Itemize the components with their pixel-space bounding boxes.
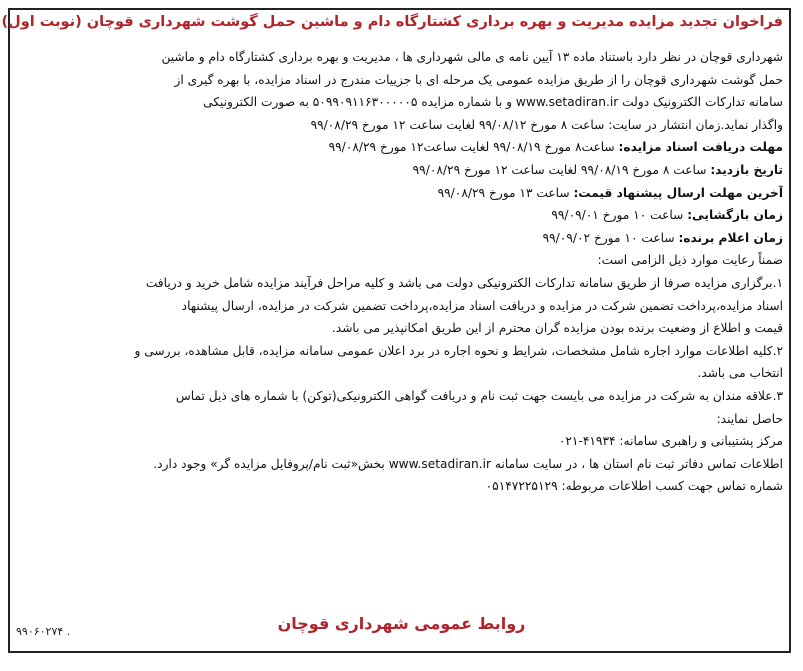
schedule-value: ساعت ۱۰ مورخ ۹۹/۰۹/۰۱ — [551, 208, 688, 223]
intro-line: واگذار نماید.زمان انتشار در سایت: ساعت ۸ مورخ ۹۹/۰۸/۱۲ لغایت ساعت ۱۲ مورخ ۹۹/۰۸/۲۹ — [310, 117, 783, 132]
intro-line: سامانه تدارکات الکترونیک دولت www.setadiran.ir و با شماره مزایده ۵۰۹۹۰۹۱۱۶۳۰۰۰۰۰۵ به صورت الکترونیکی — [203, 95, 783, 110]
schedule-row — [20, 159, 783, 182]
schedule-label: آخرین مهلت ارسال پیشنهاد قیمت: — [573, 185, 783, 200]
note-line: اسناد مزایده،پرداخت تضمین شرکت در مزایده و دریافت اسناد مزایده،پرداخت تضمین شرکت در مزایده، ارسال پیشنهاد — [181, 298, 783, 313]
note-line: ۳.علاقه مندان به شرکت در مزایده می بایست جهت ثبت نام و دریافت گواهی الکترونیکی(توکن) با شماره های ذیل تماس — [175, 388, 783, 403]
schedule-value: ساعت ۱۳ مورخ ۹۹/۰۸/۲۹ — [437, 185, 574, 200]
schedule-label: زمان بازگشایی: — [687, 208, 783, 223]
note-line: ۱.برگزاری مزایده صرفا از طریق سامانه تدارکات الکترونیکی دولت می باشد و کلیه مراحل فرآیند مزایده شامل خرید و دریافت — [145, 275, 783, 290]
note-line: ۲.کلیه اطلاعات موارد اجاره شامل مشخصات، شرایط و نحوه اجاره در برد اعلان عمومی سامانه مزایده، قابل مشاهده، بررسی و — [134, 343, 783, 358]
schedule-value: ساعت ۸ مورخ ۹۹/۰۸/۱۹ لغایت ساعت ۱۲ مورخ ۹۹/۰۸/۲۹ — [412, 162, 711, 177]
schedule-label: تاریخ بازدید: — [710, 162, 783, 177]
schedule-row — [20, 204, 783, 227]
contact-line: مرکز پشتیبانی و راهبری سامانه: ۴۱۹۳۴-۰۲۱ — [558, 434, 783, 449]
ad-code: ۹۹۰۶۰۲۷۴ . — [16, 625, 71, 638]
schedule-row — [20, 227, 783, 250]
schedule-label: مهلت دریافت اسناد مزایده: — [618, 140, 783, 155]
contact-line: اطلاعات تماس دفاتر ثبت نام استان ها ، در سایت سامانه www.setadiran.ir بخش«ثبت نام/پروفایل مزایده گر» وجود دارد. — [153, 456, 783, 471]
schedule-row — [20, 182, 783, 205]
note-line: قیمت و اطلاع از وضعیت برنده بودن مزایده گران محترم از این طریق امکانپذیر می باشد. — [331, 321, 783, 336]
contact-line: شماره تماس جهت کسب اطلاعات مربوطه: ۰۵۱۴۷۲۲۵۱۲۹ — [485, 479, 783, 494]
note-line: انتخاب می باشد. — [697, 366, 783, 381]
schedule-label: زمان اعلام برنده: — [678, 230, 783, 245]
intro-line: حمل گوشت شهرداری قوچان را از طریق مزایده عمومی یک مرحله ای با جزییات مندرج در اسناد مزایده، با بهره گیری از — [174, 72, 783, 87]
intro-line: شهرداری قوچان در نظر دارد باستناد ماده ۱۳ آیین نامه ی مالی شهرداری ها ، مدیریت و بهره برداری کشتارگاه دام و ماشین — [161, 50, 783, 64]
note-line: حاصل نمایند: — [716, 411, 783, 426]
notes-intro: ضمناً رعایت موارد ذیل الزامی است: — [597, 253, 783, 268]
ad-title: فراخوان تجدید مزایده مدیریت و بهره برداری کشتارگاه دام و ماشین حمل گوشت شهرداری قوچان (نوبت اول) — [1, 14, 783, 30]
schedule-row — [20, 136, 783, 159]
ad-body — [20, 46, 783, 498]
ad-footer-signature: روابط عمومی شهرداری قوچان — [277, 614, 526, 633]
schedule-value: ساعت۸ مورخ ۹۹/۰۸/۱۹ لغایت ساعت۱۲ مورخ ۹۹/۰۸/۲۹ — [328, 140, 619, 155]
schedule-value: ساعت ۱۰ مورخ ۹۹/۰۹/۰۲ — [542, 230, 679, 245]
